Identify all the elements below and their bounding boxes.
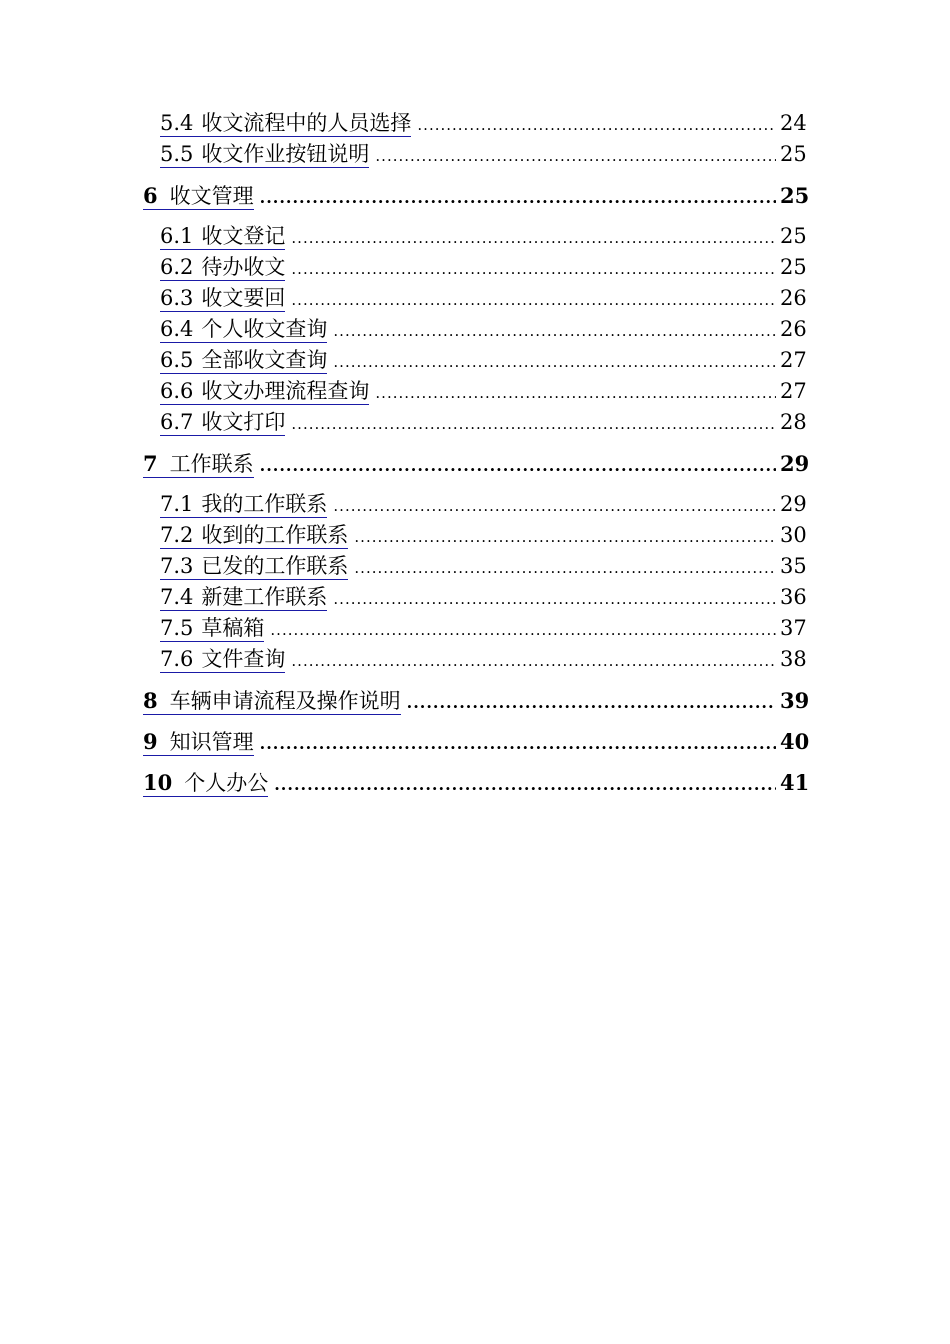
- toc-section-entry[interactable]: [143, 551, 806, 582]
- toc-entry-number: 5.4: [160, 111, 194, 135]
- toc-entry-link[interactable]: [160, 347, 327, 374]
- toc-entry-link[interactable]: [160, 285, 285, 312]
- toc-section-entry[interactable]: [143, 345, 806, 376]
- toc-dot-leader: [260, 450, 776, 481]
- toc-section-entry[interactable]: [143, 376, 806, 407]
- toc-page-number: 24: [780, 111, 807, 135]
- toc-page-number: 40: [780, 729, 810, 754]
- toc-chapter-entry[interactable]: [143, 685, 810, 716]
- toc-section-entry[interactable]: [143, 221, 806, 252]
- toc-dot-leader: [333, 491, 776, 522]
- toc-entry-title: 收文要回: [201, 286, 286, 310]
- toc-entry-title: 草稿箱: [201, 616, 265, 640]
- toc-entry-link[interactable]: [143, 451, 254, 478]
- toc-entry-number: 10: [143, 770, 173, 795]
- toc-dot-leader: [333, 347, 776, 378]
- toc-page-number: 27: [780, 379, 807, 403]
- toc-entry-number: 7.3: [160, 554, 194, 578]
- toc-entry-number: 8: [143, 688, 158, 713]
- toc-entry-title: 收文流程中的人员选择: [201, 111, 412, 135]
- toc-section-entry[interactable]: [143, 139, 806, 170]
- toc-dot-leader: [270, 615, 776, 646]
- toc-entry-number: 6.6: [160, 379, 194, 403]
- toc-entry-number: 6.3: [160, 286, 194, 310]
- toc-section-entry[interactable]: [143, 314, 806, 345]
- toc-section-entry[interactable]: [143, 644, 806, 675]
- toc-entry-title: 文件查询: [201, 647, 286, 671]
- toc-entry-title: 工作联系: [169, 452, 254, 476]
- toc-chapter-entry[interactable]: [143, 180, 810, 211]
- toc-entry-title: 全部收文查询: [201, 348, 328, 372]
- toc-entry-link[interactable]: [143, 183, 254, 210]
- toc-entry-number: 6.7: [160, 410, 194, 434]
- table-of-contents: [143, 108, 810, 808]
- toc-entry-title: 个人办公: [184, 771, 269, 795]
- toc-entry-title: 收文作业按钮说明: [201, 142, 370, 166]
- toc-entry-link[interactable]: [160, 316, 327, 343]
- toc-dot-leader: [291, 646, 776, 677]
- toc-entry-title: 已发的工作联系: [201, 554, 349, 578]
- toc-dot-leader: [274, 769, 776, 800]
- toc-entry-link[interactable]: [143, 770, 268, 797]
- toc-entry-number: 5.5: [160, 142, 194, 166]
- toc-page-number: 36: [780, 585, 807, 609]
- toc-entry-number: 7.5: [160, 616, 194, 640]
- toc-dot-leader: [375, 378, 776, 409]
- toc-entry-number: 6.4: [160, 317, 194, 341]
- toc-entry-link[interactable]: [160, 409, 285, 436]
- toc-entry-link[interactable]: [160, 254, 285, 281]
- toc-page-number: 41: [780, 770, 810, 795]
- toc-page-number: 25: [780, 142, 807, 166]
- toc-entry-link[interactable]: [160, 522, 348, 549]
- toc-entry-link[interactable]: [160, 491, 327, 518]
- toc-section-entry[interactable]: [143, 108, 806, 139]
- toc-section-entry[interactable]: [143, 613, 806, 644]
- toc-dot-leader: [291, 223, 776, 254]
- toc-dot-leader: [291, 409, 776, 440]
- toc-page-number: 27: [780, 348, 807, 372]
- toc-section-entry[interactable]: [143, 520, 806, 551]
- toc-chapter-entry[interactable]: [143, 726, 810, 757]
- toc-entry-title: 收文打印: [201, 410, 286, 434]
- toc-entry-title: 我的工作联系: [201, 492, 328, 516]
- toc-entry-title: 知识管理: [169, 730, 254, 754]
- toc-page-number: 39: [780, 688, 810, 713]
- toc-entry-title: 车辆申请流程及操作说明: [169, 689, 401, 713]
- toc-page-number: 25: [780, 255, 807, 279]
- toc-entry-link[interactable]: [143, 688, 401, 715]
- toc-page-number: 30: [780, 523, 807, 547]
- toc-entry-link[interactable]: [160, 646, 285, 673]
- toc-dot-leader: [375, 141, 776, 172]
- toc-entry-link[interactable]: [160, 584, 327, 611]
- toc-entry-link[interactable]: [143, 729, 254, 756]
- toc-entry-number: 7.1: [160, 492, 194, 516]
- toc-page-number: 26: [780, 317, 807, 341]
- toc-section-entry[interactable]: [143, 252, 806, 283]
- toc-entry-title: 收到的工作联系: [201, 523, 349, 547]
- toc-entry-number: 9: [143, 729, 158, 754]
- toc-page-number: 35: [780, 554, 807, 578]
- toc-entry-link[interactable]: [160, 141, 369, 168]
- toc-dot-leader: [333, 316, 776, 347]
- toc-dot-leader: [407, 687, 776, 718]
- toc-entry-number: 7.4: [160, 585, 194, 609]
- toc-dot-leader: [291, 285, 776, 316]
- toc-page-number: 26: [780, 286, 807, 310]
- toc-entry-link[interactable]: [160, 110, 411, 137]
- toc-dot-leader: [260, 182, 776, 213]
- toc-section-entry[interactable]: [143, 407, 806, 438]
- toc-dot-leader: [417, 110, 776, 141]
- toc-entry-title: 新建工作联系: [201, 585, 328, 609]
- toc-entry-number: 6: [143, 183, 158, 208]
- toc-dot-leader: [260, 728, 776, 759]
- toc-dot-leader: [333, 584, 776, 615]
- toc-entry-number: 6.1: [160, 224, 194, 248]
- toc-page-number: 25: [780, 183, 810, 208]
- toc-section-entry[interactable]: [143, 489, 806, 520]
- toc-page-number: 29: [780, 492, 807, 516]
- toc-page-number: 25: [780, 224, 807, 248]
- toc-section-entry[interactable]: [143, 582, 806, 613]
- toc-chapter-entry[interactable]: [143, 767, 810, 798]
- toc-dot-leader: [291, 254, 776, 285]
- toc-page-number: 28: [780, 410, 807, 434]
- toc-entry-title: 收文办理流程查询: [201, 379, 370, 403]
- toc-entry-number: 7.6: [160, 647, 194, 671]
- toc-entry-link[interactable]: [160, 615, 264, 642]
- toc-entry-title: 待办收文: [201, 255, 286, 279]
- toc-page-number: 37: [780, 616, 807, 640]
- toc-entry-link[interactable]: [160, 223, 285, 250]
- toc-page-number: 29: [780, 451, 810, 476]
- toc-section-entry[interactable]: [143, 283, 806, 314]
- toc-dot-leader: [354, 522, 776, 553]
- toc-entry-title: 个人收文查询: [201, 317, 328, 341]
- toc-entry-number: 7.2: [160, 523, 194, 547]
- toc-entry-number: 7: [143, 451, 158, 476]
- toc-entry-number: 6.5: [160, 348, 194, 372]
- toc-entry-link[interactable]: [160, 378, 369, 405]
- toc-entry-link[interactable]: [160, 553, 348, 580]
- toc-entry-number: 6.2: [160, 255, 194, 279]
- toc-dot-leader: [354, 553, 776, 584]
- toc-chapter-entry[interactable]: [143, 448, 810, 479]
- toc-page-number: 38: [780, 647, 807, 671]
- toc-entry-title: 收文管理: [169, 184, 254, 208]
- toc-entry-title: 收文登记: [201, 224, 286, 248]
